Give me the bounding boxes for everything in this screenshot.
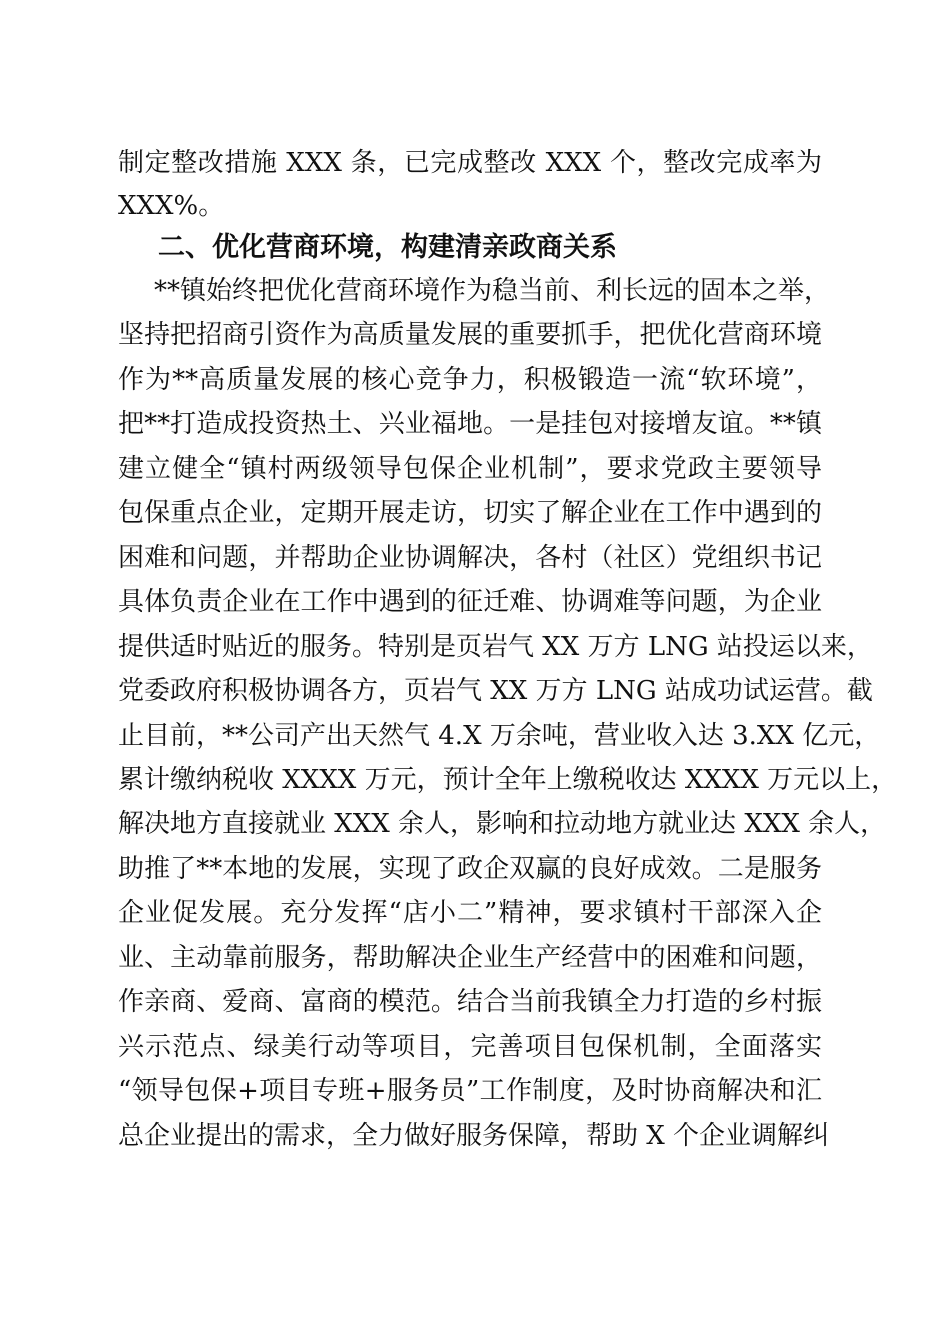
paragraph-line: 累计缴纳税收 XXXX 万元，预计全年上缴税收达 XXXX 万元以上，: [118, 764, 898, 795]
paragraph-line: 企业促发展。充分发挥“店小二”精神，要求镇村干部深入企: [118, 898, 822, 929]
paragraph-line: 把**打造成投资热土、兴业福地。一是挂包对接增友谊。**镇: [118, 409, 822, 440]
paragraph-line: XXX%。: [118, 191, 225, 221]
paragraph-line: 建立健全“镇村两级领导包保企业机制”，要求党政主要领导: [118, 453, 822, 484]
paragraph-line: 提供适时贴近的服务。特别是页岩气 XX 万方 LNG 站投运以来，: [118, 631, 873, 662]
paragraph-line: “领导包保+项目专班+服务员”工作制度，及时协商解决和汇: [118, 1076, 822, 1107]
paragraph-line: 兴示范点、绿美行动等项目，完善项目包保机制，全面落实: [118, 1031, 822, 1062]
paragraph-line: 包保重点企业，定期开展走访，切实了解企业在工作中遇到的: [118, 498, 822, 529]
paragraph-line: 党委政府积极协调各方，页岩气 XX 万方 LNG 站成功试运营。截: [118, 676, 873, 707]
paragraph-line: 作亲商、爱商、富商的模范。结合当前我镇全力打造的乡村振: [118, 987, 822, 1018]
paragraph-line: 坚持把招商引资作为高质量发展的重要抓手，把优化营商环境: [118, 320, 822, 351]
paragraph-line: 制定整改措施 XXX 条，已完成整改 XXX 个，整改完成率为: [118, 148, 822, 178]
paragraph-line: 止目前，**公司产出天然气 4.X 万余吨，营业收入达 3.XX 亿元，: [118, 720, 881, 751]
paragraph-line: 作为**高质量发展的核心竞争力，积极锻造一流“软环境”，: [118, 364, 822, 395]
section-heading: 二、优化营商环境，构建清亲政商关系: [158, 232, 617, 263]
paragraph-line: 助推了**本地的发展，实现了政企双赢的良好成效。二是服务: [118, 853, 822, 884]
paragraph-line: **镇始终把优化营商环境作为稳当前、利长远的固本之举，: [154, 276, 831, 306]
paragraph-line: 总企业提出的需求，全力做好服务保障，帮助 X 个企业调解纠: [118, 1120, 830, 1151]
paragraph-line: 困难和问题，并帮助企业协调解决，各村（社区）党组织书记: [118, 542, 822, 573]
paragraph-line: 具体负责企业在工作中遇到的征迁难、协调难等问题，为企业: [118, 587, 822, 618]
paragraph-line: 解决地方直接就业 XXX 余人，影响和拉动地方就业达 XXX 余人，: [118, 809, 887, 840]
paragraph-line: 业、主动靠前服务，帮助解决企业生产经营中的困难和问题，: [118, 942, 822, 973]
